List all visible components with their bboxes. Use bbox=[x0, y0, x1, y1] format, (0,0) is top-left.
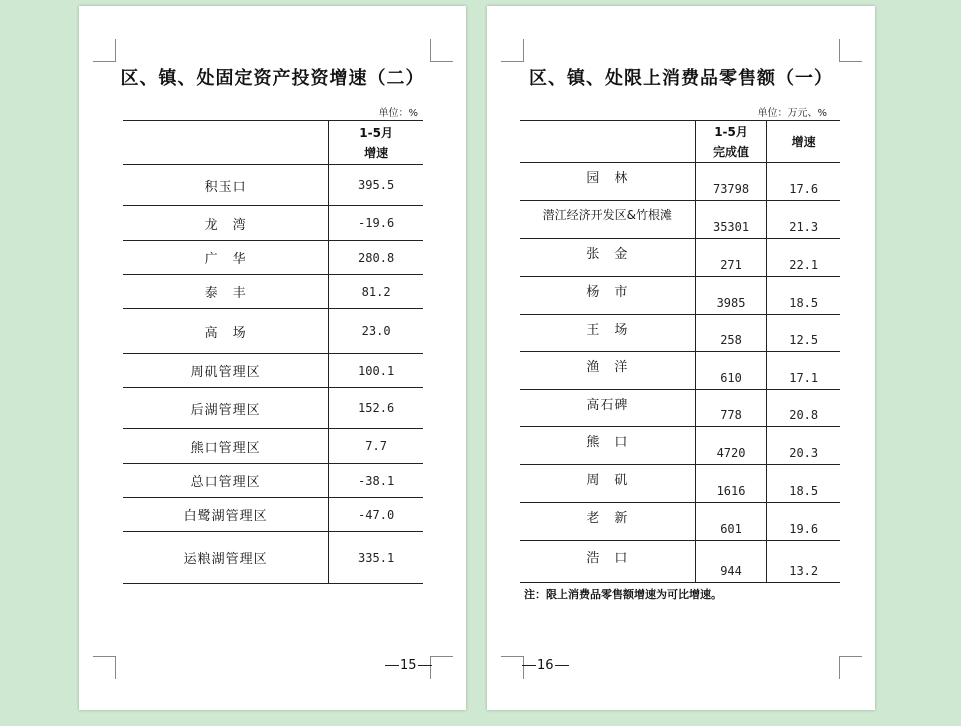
row-growth: 17.1 bbox=[767, 352, 840, 390]
row-value: 335.1 bbox=[329, 532, 423, 584]
table-row bbox=[520, 541, 840, 583]
table-row bbox=[123, 165, 423, 206]
page-title: 区、镇、处固定资产投资增速（二） bbox=[120, 68, 425, 89]
table-row bbox=[520, 315, 840, 352]
document-page-15 bbox=[79, 6, 466, 710]
row-name: 渔 洋 bbox=[520, 352, 695, 390]
investment-growth-table bbox=[123, 120, 423, 584]
row-name: 白鹭湖管理区 bbox=[123, 498, 329, 532]
row-name: 总口管理区 bbox=[123, 464, 329, 498]
row-growth: 20.8 bbox=[767, 390, 840, 427]
footnote: 注：限上消费品零售额增速为可比增速。 bbox=[524, 588, 722, 601]
row-name: 老 新 bbox=[520, 503, 695, 541]
header-empty-cell bbox=[520, 121, 695, 163]
row-growth: 20.3 bbox=[767, 427, 840, 465]
page-number-value: 15 bbox=[400, 658, 417, 673]
table-row bbox=[123, 388, 423, 429]
header-growth-cell bbox=[329, 121, 423, 165]
row-name: 熊口管理区 bbox=[123, 429, 329, 464]
row-value: 271 bbox=[695, 239, 767, 277]
row-growth: 19.6 bbox=[767, 503, 840, 541]
table-row bbox=[123, 309, 423, 354]
crop-mark bbox=[430, 656, 453, 679]
retail-sales-table bbox=[520, 120, 840, 583]
header-empty-cell bbox=[123, 121, 329, 165]
row-value: 944 bbox=[695, 541, 767, 583]
row-value: 152.6 bbox=[329, 388, 423, 429]
table-row bbox=[520, 503, 840, 541]
row-growth: 22.1 bbox=[767, 239, 840, 277]
row-name: 王 场 bbox=[520, 315, 695, 352]
row-value: 100.1 bbox=[329, 354, 423, 388]
row-name: 运粮湖管理区 bbox=[123, 532, 329, 584]
row-value: -38.1 bbox=[329, 464, 423, 498]
header-growth: 增速 bbox=[791, 134, 816, 149]
row-name: 张 金 bbox=[520, 239, 695, 277]
row-name: 广 华 bbox=[123, 241, 329, 275]
table-row bbox=[520, 163, 840, 201]
header-period: 1-5月 bbox=[359, 125, 393, 140]
row-value: 395.5 bbox=[329, 165, 423, 206]
crop-mark bbox=[501, 39, 524, 62]
row-name: 杨 市 bbox=[520, 277, 695, 315]
header-completed: 完成值 bbox=[713, 144, 750, 159]
crop-mark bbox=[93, 39, 116, 62]
page-title: 区、镇、处限上消费品零售额（一） bbox=[529, 68, 833, 89]
row-name: 高 场 bbox=[123, 309, 329, 354]
row-value: 610 bbox=[695, 352, 767, 390]
page-number-dash bbox=[522, 665, 536, 666]
table-row bbox=[520, 277, 840, 315]
row-value: 4720 bbox=[695, 427, 767, 465]
row-value: 601 bbox=[695, 503, 767, 541]
table-header-row bbox=[520, 121, 840, 163]
page-number bbox=[384, 658, 433, 673]
table-row bbox=[520, 352, 840, 390]
table-row bbox=[520, 201, 840, 239]
row-value: 81.2 bbox=[329, 275, 423, 309]
table-row bbox=[520, 465, 840, 503]
table-header-row bbox=[123, 121, 423, 165]
table-row bbox=[123, 532, 423, 584]
row-value: 35301 bbox=[695, 201, 767, 239]
row-value: 1616 bbox=[695, 465, 767, 503]
crop-mark bbox=[839, 656, 862, 679]
row-value: 3985 bbox=[695, 277, 767, 315]
row-name: 熊 口 bbox=[520, 427, 695, 465]
table-row bbox=[123, 275, 423, 309]
table-row bbox=[520, 239, 840, 277]
document-page-16 bbox=[487, 6, 875, 710]
row-name: 后湖管理区 bbox=[123, 388, 329, 429]
header-period: 1-5月 bbox=[714, 124, 748, 139]
row-name: 泰 丰 bbox=[123, 275, 329, 309]
page-number-value: 16 bbox=[537, 658, 554, 673]
table-row bbox=[123, 429, 423, 464]
row-growth: 13.2 bbox=[767, 541, 840, 583]
page-number bbox=[521, 658, 570, 673]
row-growth: 21.3 bbox=[767, 201, 840, 239]
row-growth: 18.5 bbox=[767, 277, 840, 315]
crop-mark bbox=[839, 39, 862, 62]
unit-label: 单位：% bbox=[378, 108, 418, 119]
row-growth: 18.5 bbox=[767, 465, 840, 503]
page-number-dash bbox=[418, 665, 432, 666]
row-name: 浩 口 bbox=[520, 541, 695, 583]
row-name: 龙 湾 bbox=[123, 206, 329, 241]
row-value: 23.0 bbox=[329, 309, 423, 354]
table-row bbox=[123, 464, 423, 498]
row-value: -19.6 bbox=[329, 206, 423, 241]
page-number-dash bbox=[555, 665, 569, 666]
row-growth: 17.6 bbox=[767, 163, 840, 201]
row-value: -47.0 bbox=[329, 498, 423, 532]
row-value: 7.7 bbox=[329, 429, 423, 464]
row-value: 778 bbox=[695, 390, 767, 427]
page-number-dash bbox=[385, 665, 399, 666]
table-row bbox=[123, 241, 423, 275]
header-growth: 增速 bbox=[364, 145, 389, 160]
row-value: 280.8 bbox=[329, 241, 423, 275]
row-value: 258 bbox=[695, 315, 767, 352]
table-row bbox=[123, 498, 423, 532]
crop-mark bbox=[93, 656, 116, 679]
row-name: 积玉口 bbox=[123, 165, 329, 206]
unit-label: 单位：万元、% bbox=[757, 108, 827, 119]
header-value-cell bbox=[695, 121, 767, 163]
row-growth: 12.5 bbox=[767, 315, 840, 352]
row-name: 周矶管理区 bbox=[123, 354, 329, 388]
row-name: 高石碑 bbox=[520, 390, 695, 427]
table-row bbox=[123, 206, 423, 241]
table-row bbox=[520, 427, 840, 465]
row-name: 潜江经济开发区&竹根滩 bbox=[520, 201, 695, 239]
row-name: 园 林 bbox=[520, 163, 695, 201]
table-row bbox=[123, 354, 423, 388]
row-name: 周 矶 bbox=[520, 465, 695, 503]
crop-mark bbox=[430, 39, 453, 62]
table-row bbox=[520, 390, 840, 427]
row-value: 73798 bbox=[695, 163, 767, 201]
